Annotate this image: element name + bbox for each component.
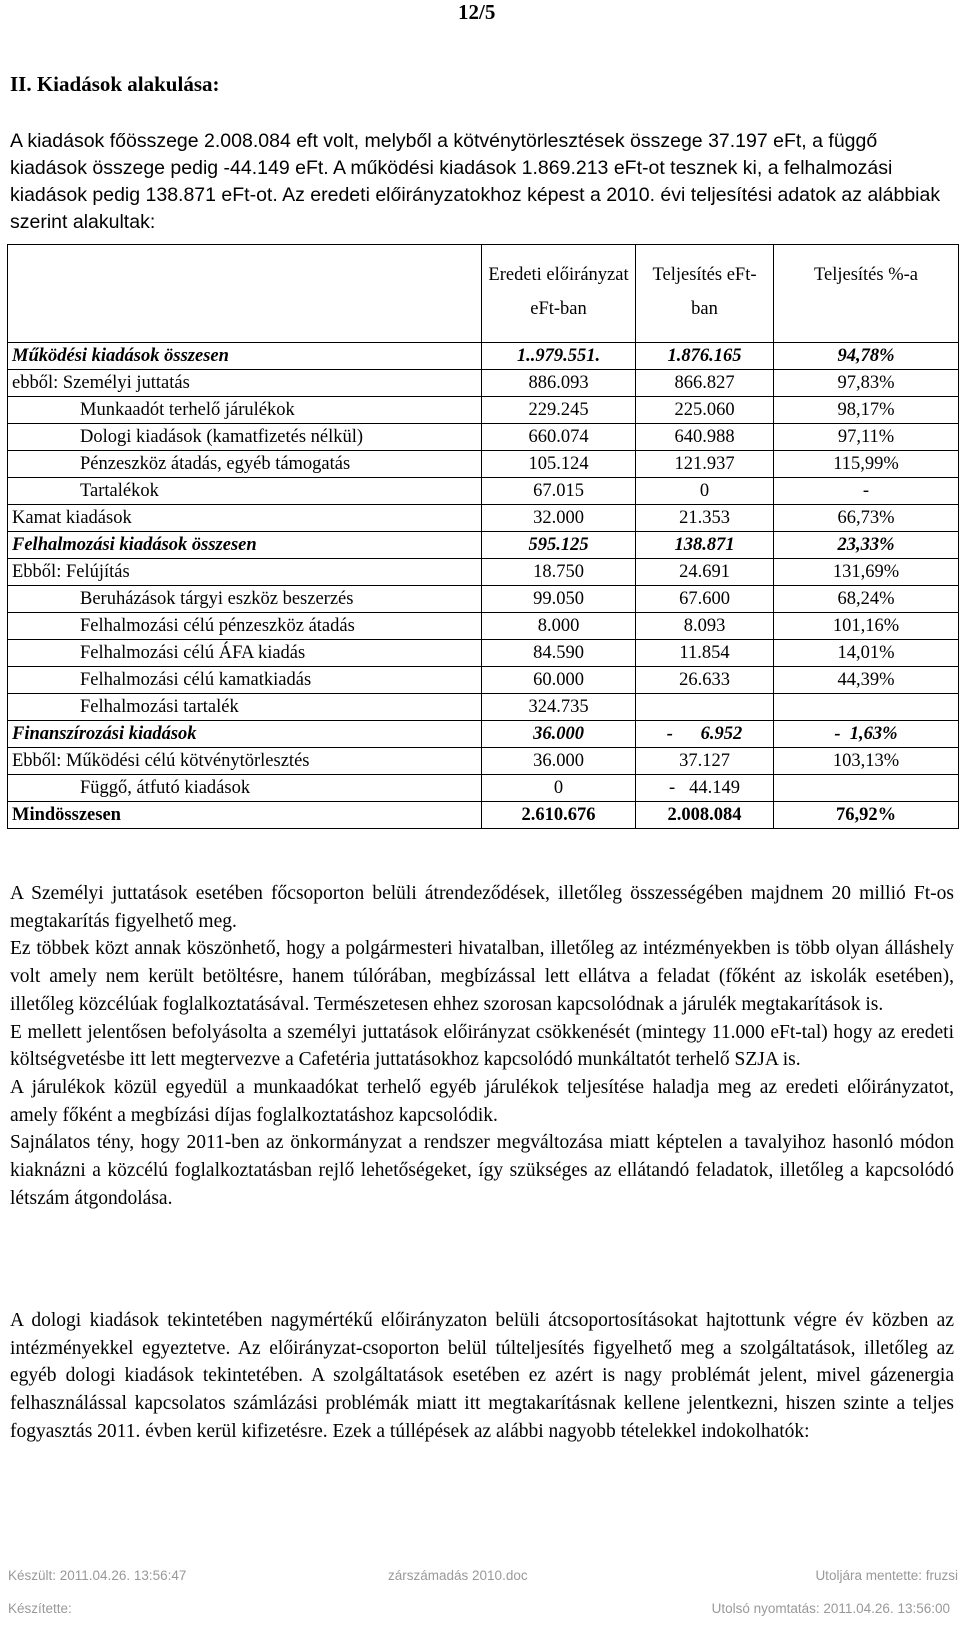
performance-value: 866.827 — [636, 370, 774, 397]
original-value: 2.610.676 — [482, 802, 636, 829]
table-header-cell: Teljesítés %-a — [774, 245, 959, 343]
percent-value: - 1,63% — [774, 721, 959, 748]
paragraph: Ez többek közt annak köszönhető, hogy a polgármesteri hivatalban, illetőleg az intézményekben is több olyan álláshely volt amely nem került betöltésre, hanem túlórában, megbízással lett ellátva a feladat (főként az iskolák esetében), illetőleg közcélúak foglalkoztatásával. Természetesen ehhez szorosan kapcsolódnak a járulék megtakarítások is. — [10, 938, 954, 1015]
performance-value: - 6.952 — [636, 721, 774, 748]
table-row — [8, 586, 959, 613]
performance-value: 8.093 — [636, 613, 774, 640]
row-label: Finanszírozási kiadások — [8, 721, 482, 748]
table-row — [8, 694, 959, 721]
table-row — [8, 802, 959, 829]
page-number: 12/5 — [458, 0, 496, 24]
original-value: 67.015 — [482, 478, 636, 505]
original-value: 32.000 — [482, 505, 636, 532]
original-value: 324.735 — [482, 694, 636, 721]
performance-value — [636, 694, 774, 721]
performance-value: 37.127 — [636, 748, 774, 775]
performance-value: - 44.149 — [636, 775, 774, 802]
original-value: 36.000 — [482, 748, 636, 775]
footer-filename: zárszámadás 2010.doc — [388, 1568, 528, 1583]
percent-value: - — [774, 478, 959, 505]
footer-printed: Utolsó nyomtatás: 2011.04.26. 13:56:00 — [711, 1601, 950, 1616]
row-label: Munkaadót terhelő járulékok — [8, 397, 482, 424]
percent-value: 68,24% — [774, 586, 959, 613]
table-row — [8, 667, 959, 694]
row-label: Kamat kiadások — [8, 505, 482, 532]
percent-value — [774, 775, 959, 802]
performance-value: 121.937 — [636, 451, 774, 478]
row-label: Ebből: Működési célú kötvénytörlesztés — [8, 748, 482, 775]
table-row — [8, 613, 959, 640]
row-label: Beruházások tárgyi eszköz beszerzés — [8, 586, 482, 613]
footer-saved-by: Utoljára mentette: fruzsi — [815, 1568, 958, 1583]
table-row — [8, 505, 959, 532]
row-label: Dologi kiadások (kamatfizetés nélkül) — [8, 424, 482, 451]
percent-value: 101,16% — [774, 613, 959, 640]
table-header-row — [8, 245, 959, 343]
table-header-cell: Teljesítés eFt-ban — [636, 245, 774, 343]
performance-value: 24.691 — [636, 559, 774, 586]
footer-created: Készült: 2011.04.26. 13:56:47 — [8, 1568, 187, 1583]
paragraph: A dologi kiadások tekintetében nagymértékű előirányzaton belüli átcsoportosításokat hajtottunk végre év közben az intézményekkel egyeztetve. Az előirányzat-csoporton belül túlteljesítés figyelhető meg a szolgáltatások, illetőleg az egyéb dologi kiadások tekintetében. A szolgáltatások esetében ez azért is nagy problémát jelent, mivel gázenergia felhasználással kapcsolatos számlázási problémák miatt itt megtakarításnak kellene jelentkezni, hiszen szinte a teljes fogyasztás 2011. évben kerül kifizetésre. Ezek a túllépések az alábbi nagyobb tételekkel indokolhatók: — [10, 1310, 954, 1442]
original-value: 99.050 — [482, 586, 636, 613]
table-row — [8, 775, 959, 802]
row-label: Tartalékok — [8, 478, 482, 505]
original-value: 595.125 — [482, 532, 636, 559]
row-label: Felhalmozási kiadások összesen — [8, 532, 482, 559]
performance-value: 1.876.165 — [636, 343, 774, 370]
table-header-cell — [8, 245, 482, 343]
footer-line-1 — [8, 1568, 958, 1588]
percent-value: 131,69% — [774, 559, 959, 586]
paragraph: A járulékok közül egyedül a munkaadókat terhelő egyéb járulékok teljesítése haladja meg az eredeti előirányzatot, amely főként a megbízási díjas foglalkoztatáshoz kapcsolódik. — [10, 1076, 954, 1126]
section-heading: II. Kiadások alakulása: — [10, 72, 220, 96]
original-value: 36.000 — [482, 721, 636, 748]
original-value: 8.000 — [482, 613, 636, 640]
performance-value: 21.353 — [636, 505, 774, 532]
intro-paragraph: A kiadások főösszege 2.008.084 eft volt, melyből a kötvénytörlesztések összege 37.197 eFt, a függő kiadások összege pedig -44.149 eFt. A működési kiadások 1.869.213 eFt-ot tesznek ki, a felhalmozási kiadások pedig 138.871 eFt-ot. Az eredeti előirányzatokhoz képest a 2010. évi teljesítési adatok az alábbiak szerint alakultak: — [10, 130, 941, 233]
row-label: Működési kiadások összesen — [8, 343, 482, 370]
percent-value: 115,99% — [774, 451, 959, 478]
row-label: Mindösszesen — [8, 802, 482, 829]
table-row — [8, 478, 959, 505]
table-row — [8, 424, 959, 451]
original-value: 660.074 — [482, 424, 636, 451]
table-row — [8, 370, 959, 397]
paragraph: A Személyi juttatások esetében főcsoporton belüli átrendeződések, illetőleg összességében majdnem 20 millió Ft-os megtakarítás figyelhető meg. — [10, 883, 954, 932]
percent-value: 98,17% — [774, 397, 959, 424]
table-row — [8, 559, 959, 586]
percent-value: 14,01% — [774, 640, 959, 667]
table-row — [8, 748, 959, 775]
paragraph: Sajnálatos tény, hogy 2011-ben az önkormányzat a rendszer megváltozása miatt képtelen a tavalyihoz hasonló módon kiaknázni a közcélú foglalkoztatásban rejlő lehetőségeket, így szükséges az ellátandó feladatok, illetőleg a kapcsolódó létszám átgondolása. — [10, 1132, 954, 1209]
row-label: Felhalmozási célú ÁFA kiadás — [8, 640, 482, 667]
footer-line-2 — [8, 1601, 958, 1621]
percent-value: 97,11% — [774, 424, 959, 451]
performance-value: 640.988 — [636, 424, 774, 451]
original-value: 229.245 — [482, 397, 636, 424]
table-row — [8, 451, 959, 478]
original-value: 60.000 — [482, 667, 636, 694]
row-label: Pénzeszköz átadás, egyéb támogatás — [8, 451, 482, 478]
row-label: Felhalmozási tartalék — [8, 694, 482, 721]
performance-value: 11.854 — [636, 640, 774, 667]
original-value: 18.750 — [482, 559, 636, 586]
footer-author: Készítette: — [8, 1601, 72, 1616]
row-label: Felhalmozási célú pénzeszköz átadás — [8, 613, 482, 640]
percent-value: 76,92% — [774, 802, 959, 829]
percent-value: 97,83% — [774, 370, 959, 397]
row-label: ebből: Személyi juttatás — [8, 370, 482, 397]
performance-value: 26.633 — [636, 667, 774, 694]
table-header-cell: Eredeti előirányzat eFt-ban — [482, 245, 636, 343]
performance-value: 67.600 — [636, 586, 774, 613]
performance-value: 2.008.084 — [636, 802, 774, 829]
percent-value: 23,33% — [774, 532, 959, 559]
table-row — [8, 343, 959, 370]
body-paragraphs — [10, 880, 954, 1212]
row-label: Felhalmozási célú kamatkiadás — [8, 667, 482, 694]
table-row — [8, 640, 959, 667]
percent-value: 66,73% — [774, 505, 959, 532]
original-value: 886.093 — [482, 370, 636, 397]
performance-value: 138.871 — [636, 532, 774, 559]
original-value: 84.590 — [482, 640, 636, 667]
percent-value — [774, 694, 959, 721]
original-value: 1..979.551. — [482, 343, 636, 370]
table-row — [8, 397, 959, 424]
table-row — [8, 721, 959, 748]
performance-value: 225.060 — [636, 397, 774, 424]
original-value: 105.124 — [482, 451, 636, 478]
percent-value: 94,78% — [774, 343, 959, 370]
table-row — [8, 532, 959, 559]
percent-value: 44,39% — [774, 667, 959, 694]
body-paragraph-dologi — [10, 1307, 954, 1446]
performance-value: 0 — [636, 478, 774, 505]
expenditure-table — [7, 244, 959, 829]
row-label: Ebből: Felújítás — [8, 559, 482, 586]
paragraph: E mellett jelentősen befolyásolta a személyi juttatások előirányzat csökkenését (mintegy 11.000 eFt-tal) hogy az eredeti költségvetésbe itt lett megtervezve a Cafetéria juttatásokhoz kapcsolódó munkáltatót terhelő SZJA is. — [10, 1021, 954, 1071]
row-label: Függő, átfutó kiadások — [8, 775, 482, 802]
percent-value: 103,13% — [774, 748, 959, 775]
original-value: 0 — [482, 775, 636, 802]
